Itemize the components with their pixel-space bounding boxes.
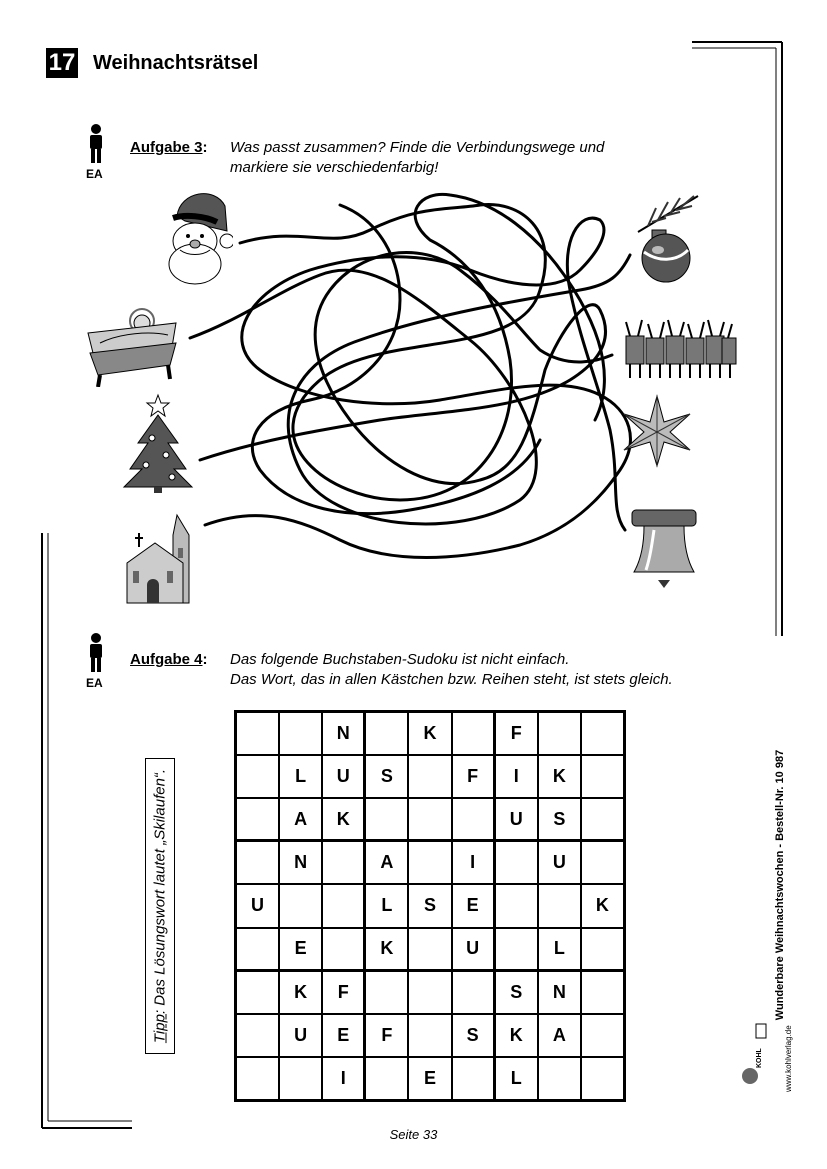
sudoku-cell: L bbox=[279, 755, 322, 798]
sudoku-cell: F bbox=[322, 971, 365, 1014]
sudoku-cell: L bbox=[365, 884, 408, 927]
ea-badge: EA bbox=[86, 676, 103, 690]
sudoku-cell: A bbox=[279, 798, 322, 841]
sudoku-cell bbox=[408, 928, 451, 971]
sudoku-cell bbox=[322, 841, 365, 884]
sudoku-cell bbox=[581, 841, 624, 884]
sudoku-cell: S bbox=[408, 884, 451, 927]
sudoku-cell bbox=[365, 971, 408, 1014]
star-icon bbox=[620, 394, 694, 468]
task4-instructions: Das folgende Buchstaben-Sudoku ist nicht einfach. Das Wort, das in allen Kästchen bzw. Reihen steht, ist stets gleich. bbox=[230, 651, 673, 688]
sudoku-cell bbox=[538, 884, 581, 927]
sudoku-cell bbox=[236, 1057, 279, 1100]
sudoku-cell: I bbox=[495, 755, 538, 798]
reindeer-icon bbox=[618, 312, 742, 382]
sudoku-cell bbox=[236, 971, 279, 1014]
bell-icon bbox=[628, 500, 700, 590]
sudoku-cell bbox=[236, 798, 279, 841]
sudoku-cell: K bbox=[581, 884, 624, 927]
publisher-url: www.kohlverlag.de bbox=[784, 1025, 793, 1092]
sudoku-cell bbox=[322, 928, 365, 971]
sudoku-cell bbox=[236, 928, 279, 971]
page-title: Weihnachtsrätsel bbox=[93, 52, 259, 74]
sudoku-cell bbox=[581, 712, 624, 755]
sudoku-cell bbox=[365, 712, 408, 755]
sudoku-cell: U bbox=[538, 841, 581, 884]
sudoku-cell bbox=[236, 755, 279, 798]
task4-heading: Aufgabe 4: bbox=[130, 651, 208, 668]
sudoku-cell bbox=[365, 1057, 408, 1100]
christmas-tree-icon bbox=[122, 393, 194, 493]
sudoku-cell: E bbox=[279, 928, 322, 971]
sudoku-cell: U bbox=[322, 755, 365, 798]
side-caption: Wunderbare Weihnachtswochen - Bestell-Nr. 10 987 bbox=[774, 749, 786, 1021]
sudoku-cell bbox=[452, 1057, 495, 1100]
task3-instructions: Was passt zusammen? Finde die Verbindungswege und markiere sie verschiedenfarbig! bbox=[230, 139, 605, 176]
sudoku-cell bbox=[495, 928, 538, 971]
sudoku-cell: N bbox=[322, 712, 365, 755]
sudoku-cell bbox=[236, 712, 279, 755]
sudoku-cell bbox=[495, 884, 538, 927]
task3-heading: Aufgabe 3: bbox=[130, 139, 208, 156]
sudoku-cell bbox=[365, 798, 408, 841]
manger-icon bbox=[80, 303, 184, 387]
sudoku-cell: N bbox=[279, 841, 322, 884]
sudoku-cell: S bbox=[495, 971, 538, 1014]
sudoku-cell bbox=[279, 712, 322, 755]
santa-icon bbox=[155, 186, 233, 286]
sudoku-cell bbox=[408, 755, 451, 798]
tip-text: Tipp: Das Lösungswort lautet „Skilaufen“. bbox=[151, 768, 169, 1044]
sudoku-cell: I bbox=[322, 1057, 365, 1100]
person-icon bbox=[85, 631, 107, 675]
sudoku-cell: K bbox=[538, 755, 581, 798]
sudoku-cell: S bbox=[538, 798, 581, 841]
tip-box bbox=[145, 758, 175, 1054]
sudoku-cell bbox=[538, 712, 581, 755]
sudoku-cell bbox=[322, 884, 365, 927]
sudoku-cell bbox=[236, 841, 279, 884]
sudoku-cell bbox=[408, 971, 451, 1014]
sudoku-cell: A bbox=[538, 1014, 581, 1057]
sudoku-cell: E bbox=[452, 884, 495, 927]
sudoku-cell bbox=[581, 798, 624, 841]
sudoku-cell: A bbox=[365, 841, 408, 884]
sudoku-cell: I bbox=[452, 841, 495, 884]
sudoku-cell: U bbox=[495, 798, 538, 841]
svg-text:KOHL: KOHL bbox=[756, 1048, 763, 1068]
sudoku-cell bbox=[452, 712, 495, 755]
sudoku-cell bbox=[452, 971, 495, 1014]
sudoku-cell bbox=[408, 1014, 451, 1057]
sudoku-cell bbox=[581, 1057, 624, 1100]
page-footer: Seite 33 bbox=[389, 1127, 438, 1142]
sudoku-cell bbox=[279, 884, 322, 927]
page-number-badge: 17 bbox=[46, 48, 78, 78]
sudoku-cell bbox=[581, 928, 624, 971]
sudoku-cell: S bbox=[452, 1014, 495, 1057]
sudoku-cell: K bbox=[408, 712, 451, 755]
sudoku-grid bbox=[234, 710, 626, 1102]
sudoku-cell bbox=[581, 971, 624, 1014]
sudoku-cell: K bbox=[495, 1014, 538, 1057]
sudoku-cell: F bbox=[365, 1014, 408, 1057]
ea-badge: EA bbox=[86, 167, 103, 181]
sudoku-cell: F bbox=[452, 755, 495, 798]
sudoku-cell bbox=[538, 1057, 581, 1100]
ornament-icon bbox=[628, 192, 706, 284]
sudoku-cell: K bbox=[279, 971, 322, 1014]
task4-label: Aufgabe 4 bbox=[130, 651, 203, 668]
sudoku-cell: K bbox=[365, 928, 408, 971]
sudoku-cell: E bbox=[322, 1014, 365, 1057]
sudoku-cell bbox=[581, 1014, 624, 1057]
sudoku-cell: F bbox=[495, 712, 538, 755]
sudoku-cell: K bbox=[322, 798, 365, 841]
sudoku-cell: L bbox=[538, 928, 581, 971]
sudoku-cell bbox=[495, 841, 538, 884]
sudoku-cell: U bbox=[279, 1014, 322, 1057]
tip-label: Tipp bbox=[151, 1014, 169, 1044]
church-icon bbox=[125, 513, 201, 605]
sudoku-cell: U bbox=[236, 884, 279, 927]
sudoku-cell: N bbox=[538, 971, 581, 1014]
sudoku-cell bbox=[452, 798, 495, 841]
sudoku-cell bbox=[408, 798, 451, 841]
sudoku-cell bbox=[236, 1014, 279, 1057]
sudoku-cell bbox=[279, 1057, 322, 1100]
sudoku-cell bbox=[581, 755, 624, 798]
sudoku-cell: L bbox=[495, 1057, 538, 1100]
sudoku-cell: U bbox=[452, 928, 495, 971]
task3-label: Aufgabe 3 bbox=[130, 139, 203, 156]
sudoku-cell: S bbox=[365, 755, 408, 798]
sudoku-cell bbox=[408, 841, 451, 884]
kohl-logo-icon bbox=[738, 1022, 772, 1088]
sudoku-cell: E bbox=[408, 1057, 451, 1100]
